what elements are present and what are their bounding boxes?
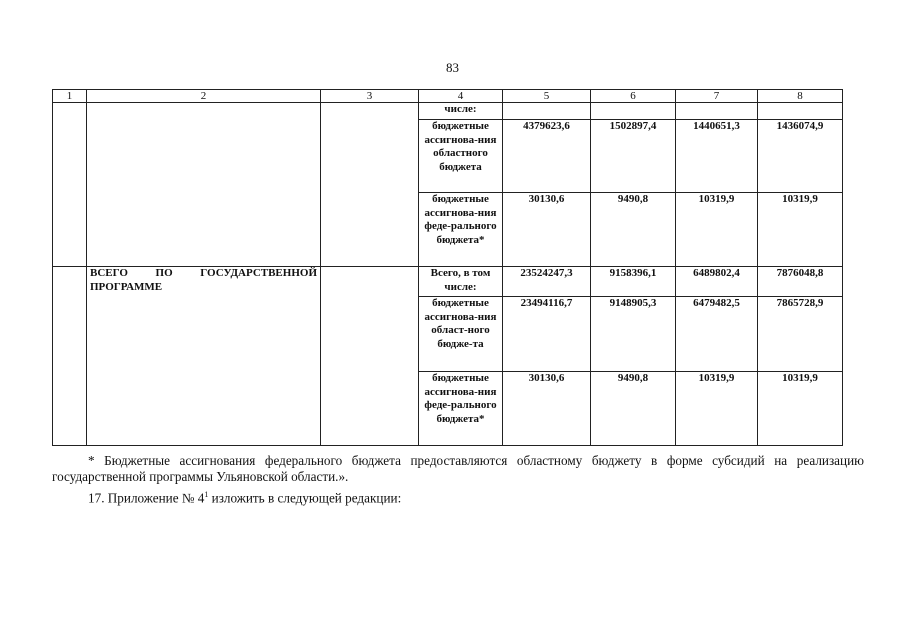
value-cell: 23524247,3 bbox=[503, 267, 591, 297]
value-cell: 7865728,9 bbox=[758, 297, 843, 372]
value-cell: 1440651,3 bbox=[676, 120, 758, 193]
table-row bbox=[53, 103, 843, 120]
header-cell: 7 bbox=[676, 90, 758, 103]
paragraph bbox=[88, 490, 401, 506]
program-total-title: ВСЕГО ПО ГОСУДАРСТВЕННОЙ ПРОГРАММЕ bbox=[87, 267, 321, 446]
value-cell: 10319,9 bbox=[676, 193, 758, 267]
header-cell: 1 bbox=[53, 90, 87, 103]
table-row bbox=[53, 267, 843, 297]
superscript: 1 bbox=[204, 490, 209, 499]
header-cell: 2 bbox=[87, 90, 321, 103]
page-number: 83 bbox=[446, 60, 459, 75]
cell-col3 bbox=[321, 267, 419, 446]
row-label: бюджетные ассигнова-ния феде-рального бюджета* bbox=[419, 372, 503, 446]
cell-col2 bbox=[87, 103, 321, 267]
value-cell: 1436074,9 bbox=[758, 120, 843, 193]
value-cell: 7876048,8 bbox=[758, 267, 843, 297]
value-cell: 30130,6 bbox=[503, 193, 591, 267]
header-cell: 5 bbox=[503, 90, 591, 103]
value-cell: 9148905,3 bbox=[591, 297, 676, 372]
value-cell: 4379623,6 bbox=[503, 120, 591, 193]
value-cell: 10319,9 bbox=[758, 193, 843, 267]
value-cell: 23494116,7 bbox=[503, 297, 591, 372]
value-cell: 9490,8 bbox=[591, 372, 676, 446]
value-cell bbox=[758, 103, 843, 120]
value-cell: 6479482,5 bbox=[676, 297, 758, 372]
value-cell: 10319,9 bbox=[676, 372, 758, 446]
header-cell: 6 bbox=[591, 90, 676, 103]
row-label: бюджетные ассигнова-ния областного бюджета bbox=[419, 120, 503, 193]
cell-col1 bbox=[53, 267, 87, 446]
value-cell bbox=[503, 103, 591, 120]
budget-table bbox=[52, 89, 843, 446]
paragraph-text-after: изложить в следующей редакции: bbox=[208, 490, 402, 506]
header-cell: 3 bbox=[321, 90, 419, 103]
cell-col3 bbox=[321, 103, 419, 267]
header-cell: 4 bbox=[419, 90, 503, 103]
value-cell: 9490,8 bbox=[591, 193, 676, 267]
row-label: числе: bbox=[419, 103, 503, 120]
header-row bbox=[53, 90, 843, 103]
cell-col1 bbox=[53, 103, 87, 267]
row-label: бюджетные ассигнова-ния феде-рального бюджета* bbox=[419, 193, 503, 267]
row-label: бюджетные ассигнова-ния област-ного бюдже-та bbox=[419, 297, 503, 372]
footnote: * Бюджетные ассигнования федерального бюджета предоставляются областному бюджету в форме субсидий на реализацию государственной программы Ульяновской области.». bbox=[52, 453, 864, 484]
value-cell: 30130,6 bbox=[503, 372, 591, 446]
value-cell: 9158396,1 bbox=[591, 267, 676, 297]
value-cell bbox=[591, 103, 676, 120]
value-cell bbox=[676, 103, 758, 120]
paragraph-text-before: 17. Приложение № 4 bbox=[88, 490, 205, 506]
row-label: Всего, в том числе: bbox=[419, 267, 503, 297]
header-cell: 8 bbox=[758, 90, 843, 103]
value-cell: 1502897,4 bbox=[591, 120, 676, 193]
value-cell: 10319,9 bbox=[758, 372, 843, 446]
value-cell: 6489802,4 bbox=[676, 267, 758, 297]
